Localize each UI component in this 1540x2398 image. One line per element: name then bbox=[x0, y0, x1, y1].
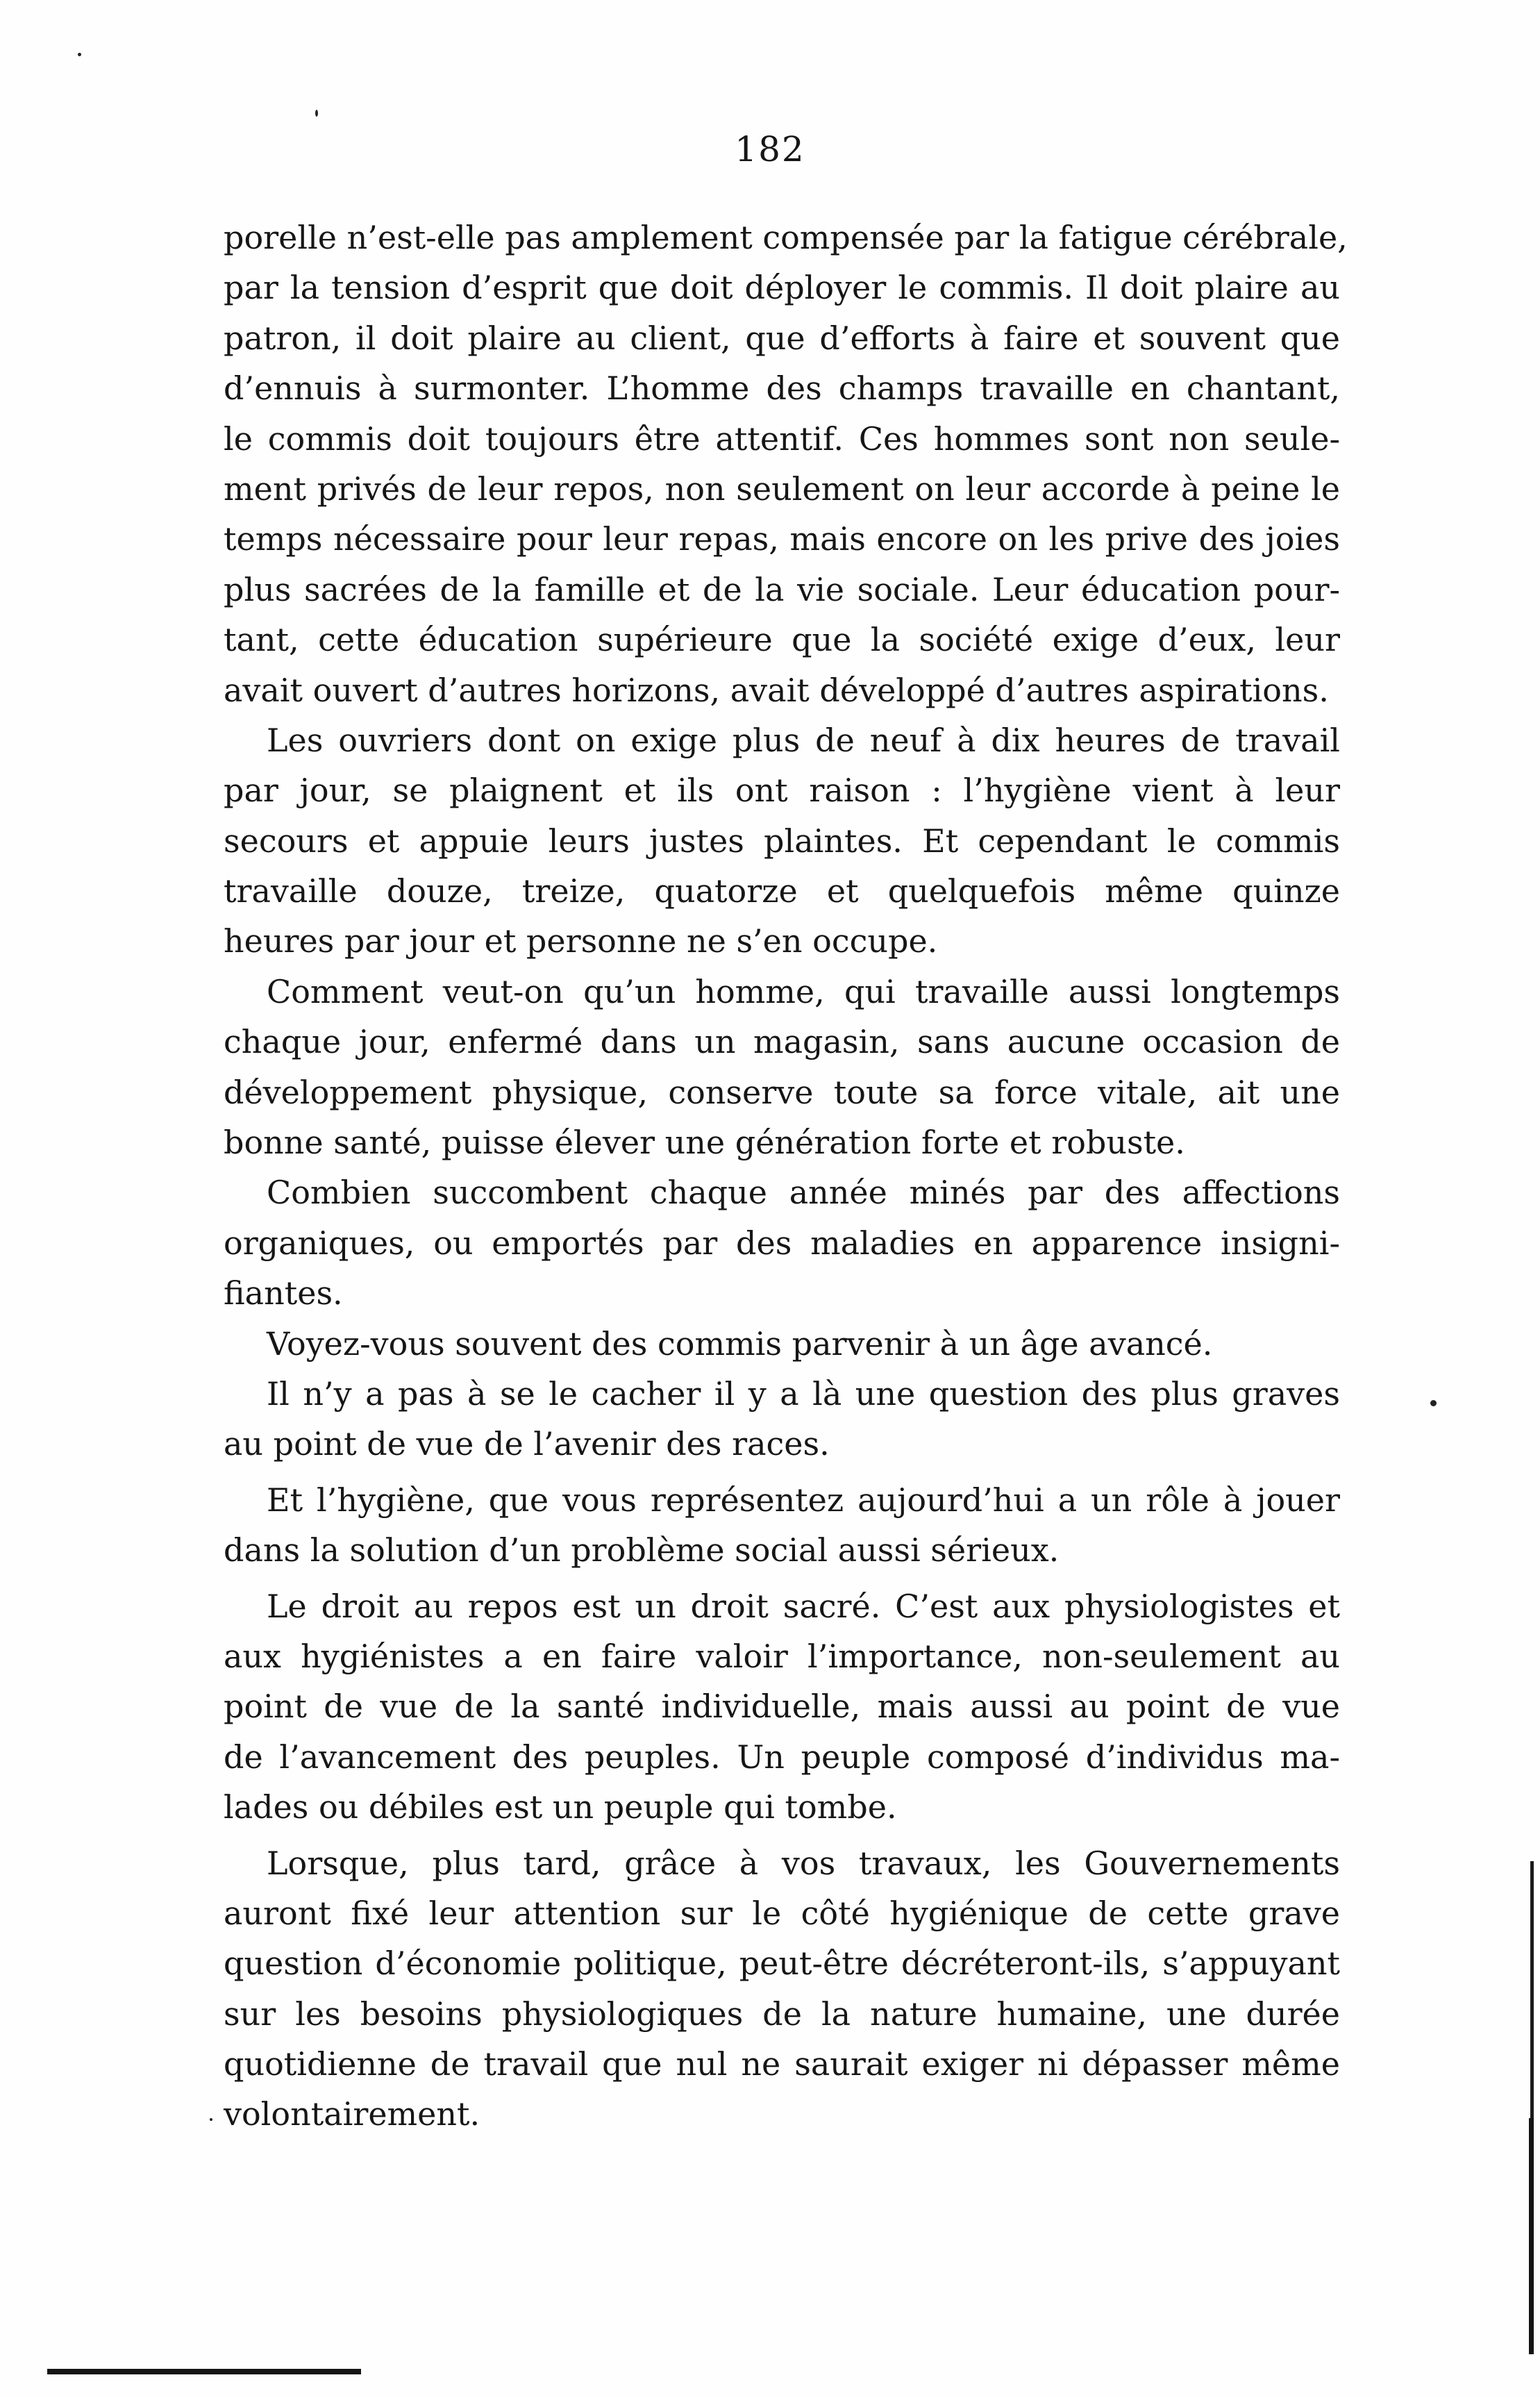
scan-speck bbox=[315, 110, 318, 117]
paragraph bbox=[224, 1167, 1340, 1318]
text-line: de l’avancement des peuples. Un peuple composé d’individus ma- bbox=[224, 1738, 1340, 1776]
scan-speck bbox=[1430, 1400, 1437, 1406]
text-line: quotidienne de travail que nul ne saurait exiger ni dépasser même bbox=[224, 2045, 1340, 2083]
text-line: développement physique, conserve toute sa force vitale, ait une bbox=[224, 1073, 1340, 1111]
text-line: aux hygiénistes a en faire valoir l’importance, non-seulement au bbox=[224, 1637, 1340, 1675]
text-line: question d’économie politique, peut-être décréteront-ils, s’appuyant bbox=[224, 1945, 1340, 1983]
text-line: travaille douze, treize, quatorze et quelquefois même quinze bbox=[224, 872, 1340, 910]
text-line: point de vue de la santé individuelle, mais aussi au point de vue bbox=[224, 1688, 1340, 1726]
text-line: patron, il doit plaire au client, que d’efforts à faire et souvent que bbox=[224, 319, 1340, 357]
text-line: Il n’y a pas à se le cacher il y a là une question des plus graves bbox=[267, 1374, 1340, 1413]
text-line: Et l’hygiène, que vous représentez aujourd’hui a un rôle à jouer bbox=[267, 1481, 1340, 1519]
text-line: au point de vue de l’avenir des races. bbox=[224, 1425, 830, 1463]
text-line: Comment veut-on qu’un homme, qui travaille aussi longtemps bbox=[267, 972, 1340, 1010]
text-line: chaque jour, enfermé dans un magasin, sans aucune occasion de bbox=[224, 1023, 1340, 1061]
text-line: Voyez-vous souvent des commis parvenir à un âge avancé. bbox=[267, 1324, 1213, 1363]
text-line: sur les besoins physiologiques de la nature humaine, une durée bbox=[224, 1995, 1340, 2033]
paragraph bbox=[224, 1581, 1340, 1833]
text-line: par jour, se plaignent et ils ont raison : l’hygiène vient à leur bbox=[224, 772, 1340, 810]
paragraph bbox=[224, 715, 1340, 967]
paragraph bbox=[224, 1475, 1340, 1576]
text-line: temps nécessaire pour leur repas, mais encore on les prive des joies bbox=[224, 520, 1340, 558]
bottom-edge-rule bbox=[47, 2369, 361, 2374]
text-line: le commis doit toujours être attentif. Ces hommes sont non seule- bbox=[224, 419, 1340, 458]
text-line: organiques, ou emportés par des maladies en apparence insigni- bbox=[224, 1224, 1340, 1262]
page-edge-shadow bbox=[1529, 2118, 1534, 2354]
text-line: d’ennuis à surmonter. L’homme des champs travaille en chantant, bbox=[224, 369, 1340, 408]
text-line: plus sacrées de la famille et de la vie sociale. Leur éducation pour- bbox=[224, 570, 1340, 608]
text-line: Lorsque, plus tard, grâce à vos travaux, les Gouvernements bbox=[267, 1844, 1340, 1882]
paragraph bbox=[224, 1369, 1340, 1469]
text-line: secours et appuie leurs justes plaintes. Et cependant le commis bbox=[224, 822, 1340, 860]
text-line: auront fixé leur attention sur le côté hygiénique de cette grave bbox=[224, 1894, 1340, 1932]
paragraph bbox=[224, 967, 1340, 1168]
text-line: heures par jour et personne ne s’en occupe. bbox=[224, 922, 938, 960]
paragraph bbox=[224, 1838, 1340, 2140]
text-line: lades ou débiles est un peuple qui tombe. bbox=[224, 1788, 897, 1826]
text-line: tant, cette éducation supérieure que la société exige d’eux, leur bbox=[224, 621, 1340, 659]
text-line: volontairement. bbox=[224, 2095, 480, 2133]
text-line: ment privés de leur repos, non seulement on leur accorde à peine le bbox=[224, 469, 1340, 508]
paragraph bbox=[224, 1319, 1340, 1369]
text-line: par la tension d’esprit que doit déployer le commis. Il doit plaire au bbox=[224, 269, 1340, 307]
text-line: porelle n’est-elle pas amplement compensée par la fatigue cérébrale, bbox=[224, 219, 1348, 256]
body-text bbox=[224, 213, 1348, 2140]
paragraph bbox=[224, 213, 1348, 715]
text-line: fiantes. bbox=[224, 1274, 343, 1313]
text-line: bonne santé, puisse élever une génération forte et robuste. bbox=[224, 1124, 1185, 1162]
text-line: Combien succombent chaque année minés par des affections bbox=[267, 1174, 1340, 1212]
text-line: Le droit au repos est un droit sacré. C’est aux physiologistes et bbox=[267, 1587, 1340, 1625]
text-line: dans la solution d’un problème social aussi sérieux. bbox=[224, 1531, 1060, 1569]
text-line: Les ouvriers dont on exige plus de neuf à dix heures de travail bbox=[267, 721, 1340, 759]
scan-speck bbox=[210, 2118, 212, 2121]
page-number: 182 bbox=[735, 129, 805, 169]
text-line: avait ouvert d’autres horizons, avait développé d’autres aspirations. bbox=[224, 671, 1329, 709]
scan-speck bbox=[78, 53, 81, 56]
